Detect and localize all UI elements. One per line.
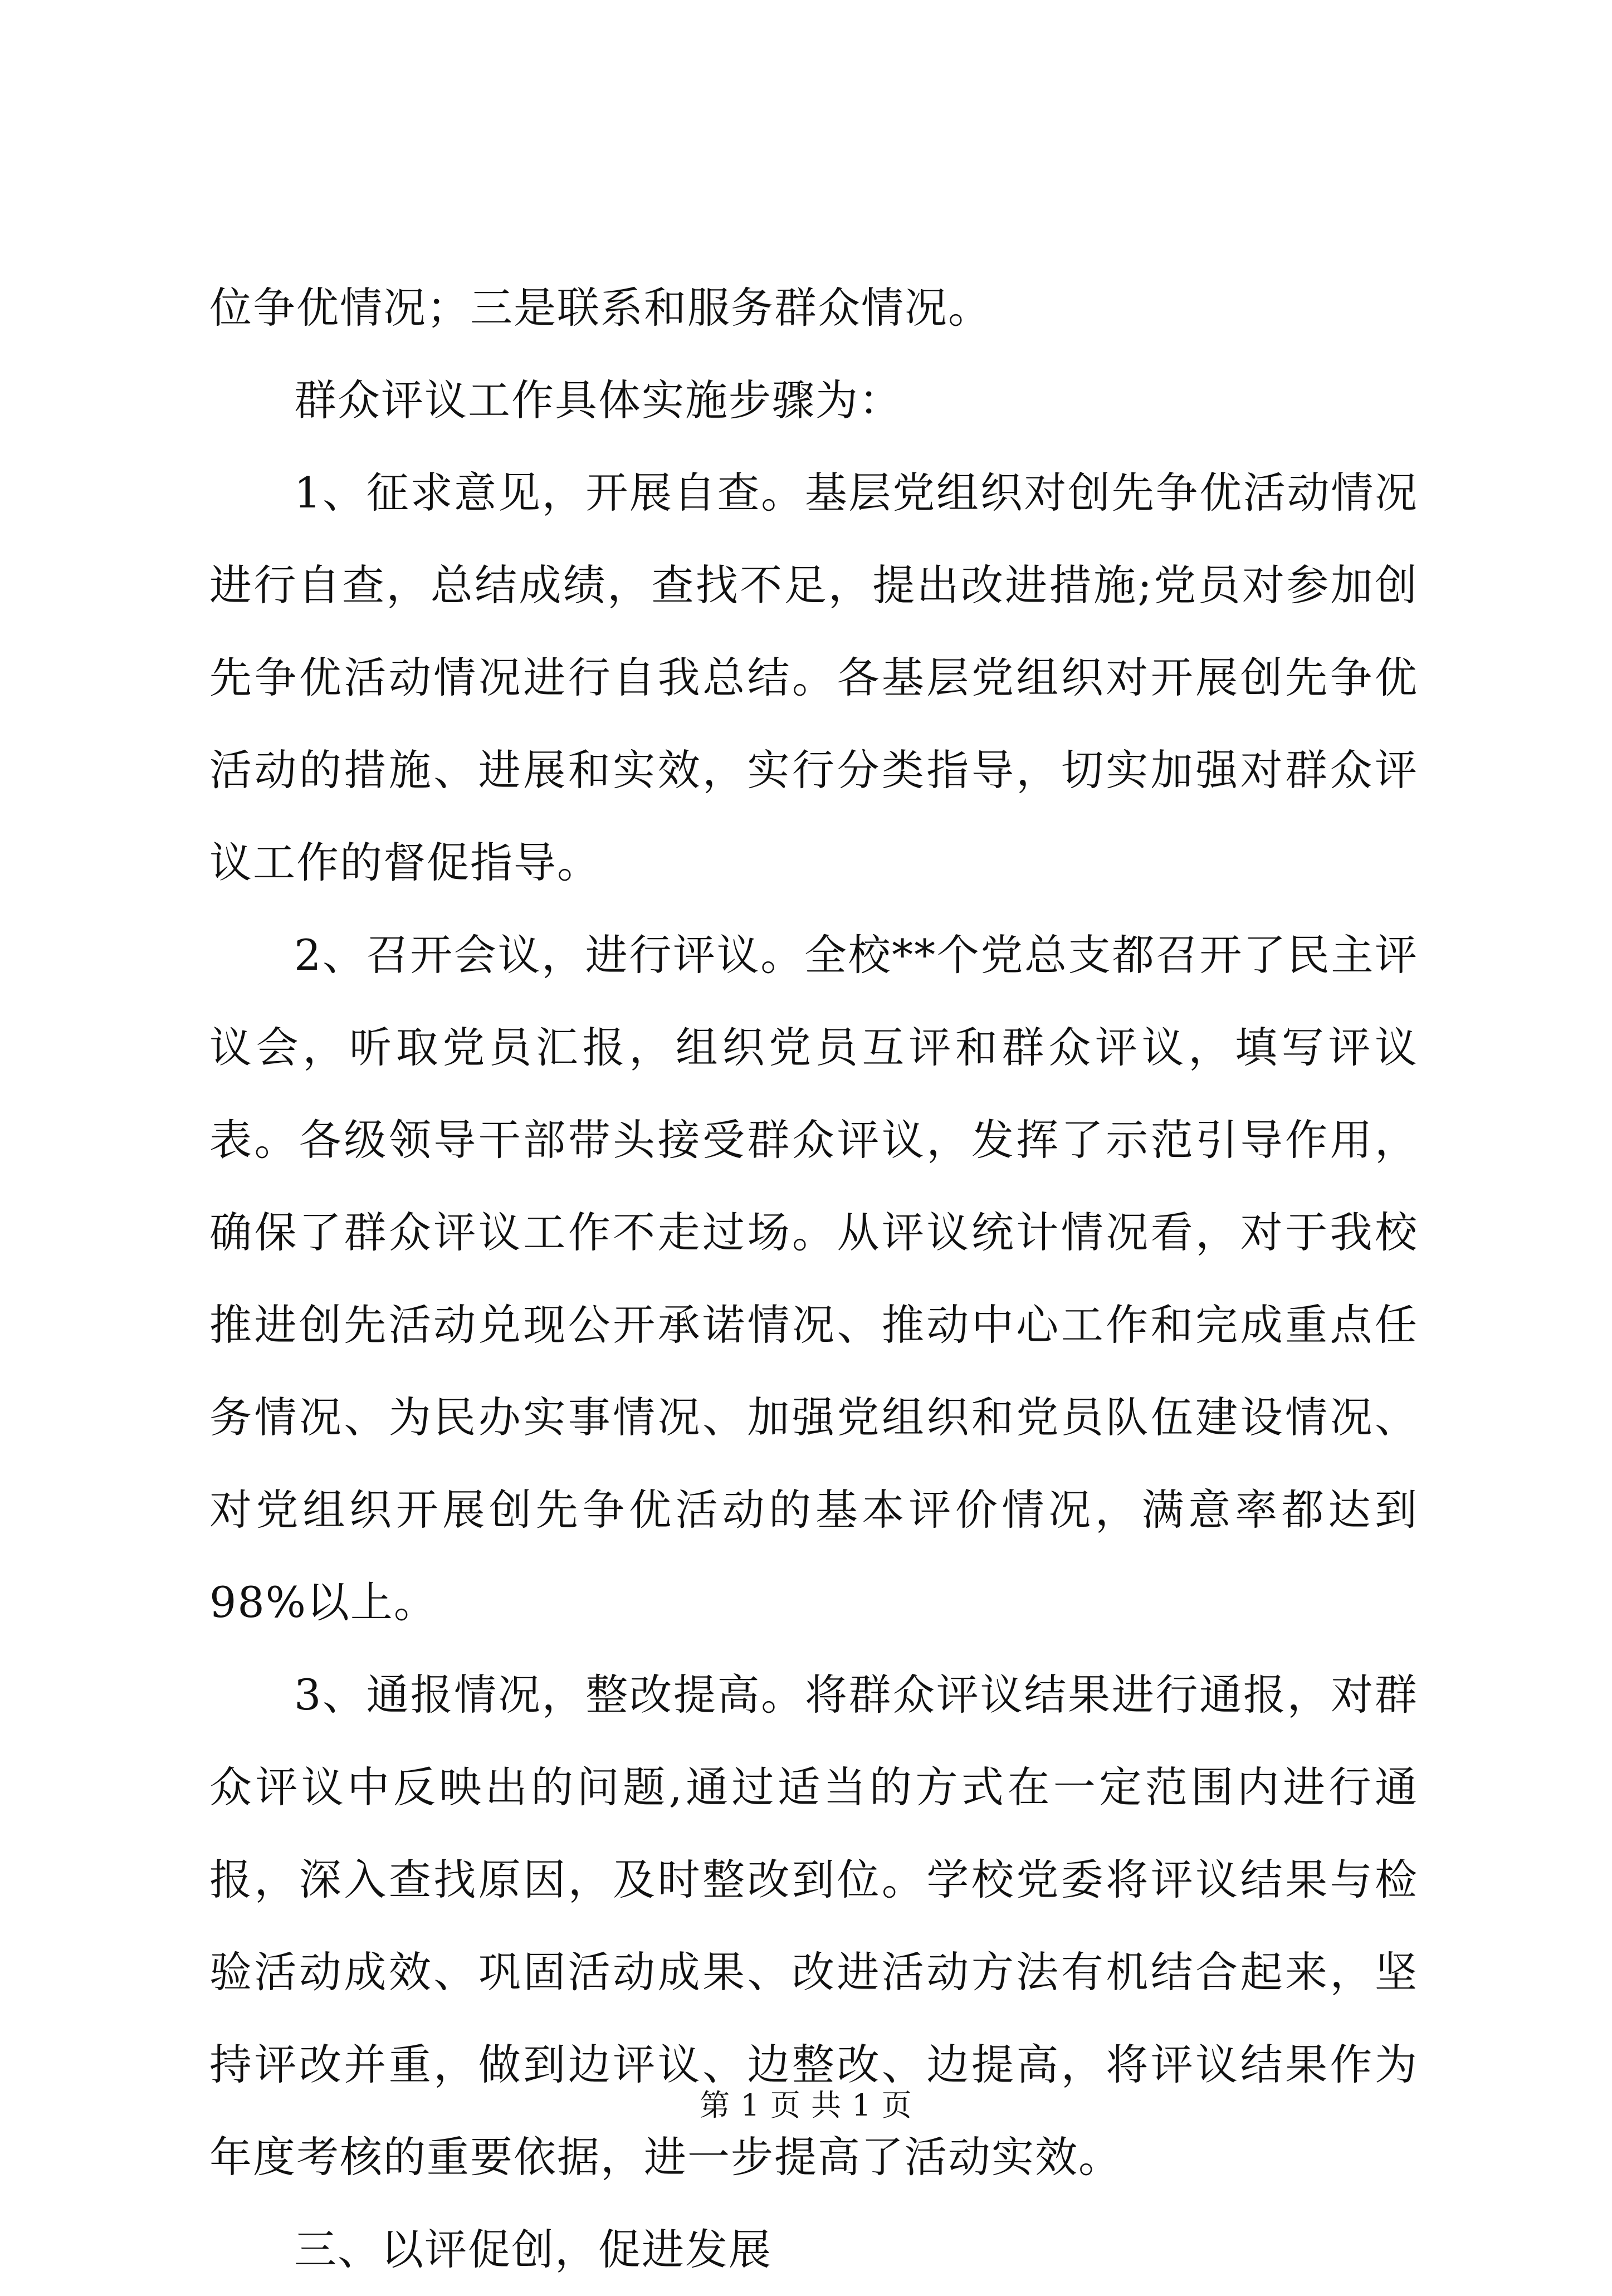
paragraph-step-3: 3、通报情况，整改提高。将群众评议结果进行通报，对群众评议中反映出的问题,通过适当的方式在一定范围内进行通报，深入查找原因，及时整改到位。学校党委将评议结果与检验活动成效、巩固活动成果、改进活动方法有机结合起来，坚持评改并重，做到边评议、边整改、边提高，将评议结果作为年度考核的重要依据，进一步提高了活动实效。 — [209, 1670, 1418, 2182]
document-body — [209, 262, 1418, 2296]
section-heading-3: 三、以评促创，促进发展 — [294, 2225, 772, 2274]
paragraph-continuation: 位争优情况；三是联系和服务群众情况。 — [209, 283, 991, 333]
paragraph-step-2: 2、召开会议，进行评议。全校**个党总支都召开了民主评议会，听取党员汇报，组织党员互评和群众评议，填写评议表。各级领导干部带头接受群众评议，发挥了示范引导作用，确保了群众评议工作不走过场。从评议统计情况看，对于我校推进创先活动兑现公开承诺情况、推动中心工作和完成重点任务情况、为民办实事情况、加强党组织和党员队伍建设情况、对党组织开展创先争优活动的基本评价情况，满意率都达到98%以上。 — [209, 930, 1418, 1627]
paragraph-steps-intro: 群众评议工作具体实施步骤为： — [294, 375, 902, 425]
paragraph-step-1: 1、征求意见，开展自查。基层党组织对创先争优活动情况进行自查，总结成绩，查找不足，提出改进措施;党员对参加创先争优活动情况进行自我总结。各基层党组织对开展创先争优活动的措施、进展和实效，实行分类指导，切实加强对群众评议工作的督促指导。 — [209, 468, 1418, 887]
page-number-label: 第 1 页 共 1 页 — [700, 2088, 912, 2123]
page-footer — [0, 2086, 1612, 2125]
